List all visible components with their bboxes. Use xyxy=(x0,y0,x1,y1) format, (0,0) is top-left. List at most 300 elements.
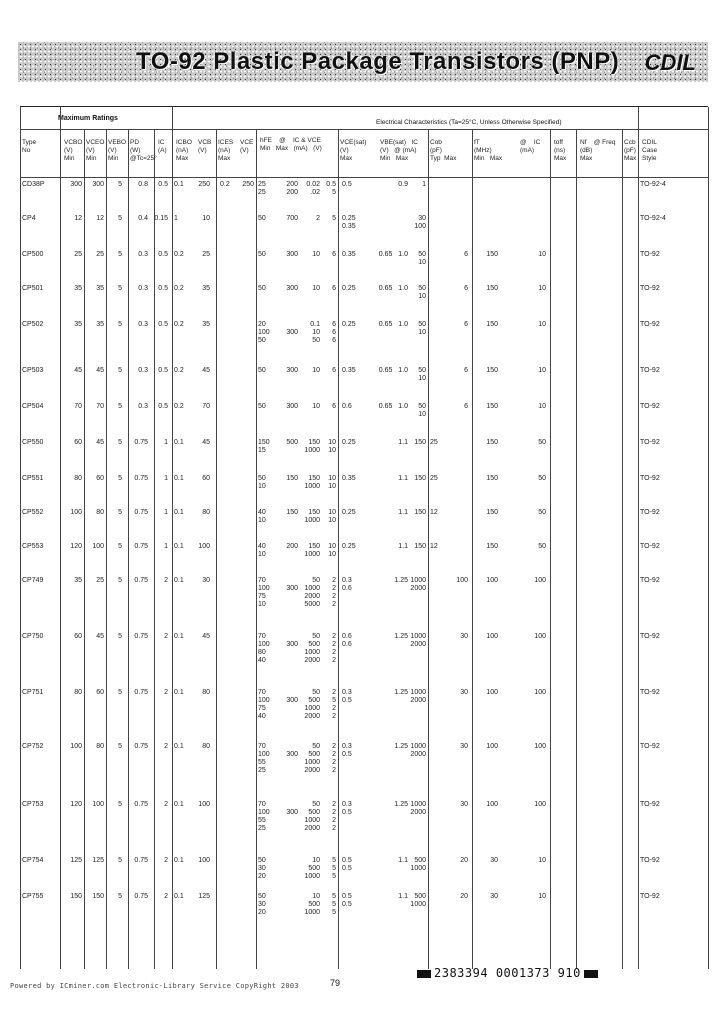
cell-case: TO-92 xyxy=(640,367,660,374)
cell-ic: 0.5 xyxy=(158,251,168,258)
cell-hfe-min: 40 10 xyxy=(258,543,266,558)
cell-vbe-max: 0.9 xyxy=(398,181,408,188)
cell-hfe-max: 300 xyxy=(286,585,298,592)
cell-vcb: 45 xyxy=(202,439,210,446)
cell-vceo: 300 xyxy=(92,181,104,188)
cell-vcesat: 0.35 xyxy=(342,251,356,258)
cell-ft-min: 30 xyxy=(490,857,498,864)
cell-vbe-ic: 1000 2000 xyxy=(410,801,426,816)
cell-ft-min: 150 xyxy=(486,543,498,550)
cell-vebo: 5 xyxy=(118,285,122,292)
cell-hfe-max: 300 xyxy=(286,251,298,258)
cell-ic: 0.5 xyxy=(158,367,168,374)
cell-vcesat: 0.3 0.5 xyxy=(342,689,352,704)
cell-hfe-ic: 10 xyxy=(312,367,320,374)
cell-hfe-min: 50 xyxy=(258,215,266,222)
cell-vebo: 5 xyxy=(118,215,122,222)
cell-vbe-ic: 150 xyxy=(414,439,426,446)
electrical-characteristics-heading: Electrical Characteristics (Ta=25°C, Unless Otherwise Specified) xyxy=(376,119,562,126)
cell-hfe-vce: 5 5 5 xyxy=(332,857,336,880)
cell-hfe-vce: 6 xyxy=(332,367,336,374)
cell-case: TO-92-4 xyxy=(640,181,666,188)
cell-icbo: 1 xyxy=(174,215,178,222)
cell-hfe-ic: 0.1 10 50 xyxy=(310,321,320,344)
cell-vebo: 5 xyxy=(118,633,122,640)
table-row xyxy=(20,633,708,663)
cell-vcb: 100 xyxy=(198,801,210,808)
cell-vebo: 5 xyxy=(118,543,122,550)
cell-icbo: 0.1 xyxy=(174,475,184,482)
cell-vbe-ic: 150 xyxy=(414,509,426,516)
col-type: Type No xyxy=(22,139,37,154)
cell-vcb: 30 xyxy=(202,577,210,584)
cell-vbe-ic: 50 10 xyxy=(418,251,426,266)
cell-hfe-ic: 0.02 .02 xyxy=(306,181,320,196)
cell-pd: 0.75 xyxy=(134,801,148,808)
cell-vbe-ic: 50 10 xyxy=(418,403,426,418)
cell-hfe-vce: 6 xyxy=(332,285,336,292)
col-cob: Cob (pF) Typ Max xyxy=(430,139,457,162)
cell-ic-ma: 100 xyxy=(534,577,546,584)
cell-cob-max: 6 xyxy=(464,251,468,258)
cell-vbe-max: 1.25 xyxy=(394,743,408,750)
cell-type: CP503 xyxy=(22,367,44,374)
cell-case: TO-92 xyxy=(640,689,660,696)
cell-vbe-ic: 50 10 xyxy=(418,285,426,300)
cell-hfe-vce: 10 10 xyxy=(328,439,336,454)
cell-ic-ma: 100 xyxy=(534,743,546,750)
cell-type: CP749 xyxy=(22,577,44,584)
cell-vcb: 35 xyxy=(202,321,210,328)
barcode-part-2: 0001373 xyxy=(495,966,550,980)
cell-vebo: 5 xyxy=(118,509,122,516)
cell-vcb: 45 xyxy=(202,367,210,374)
table-row xyxy=(20,801,708,831)
table-row xyxy=(20,857,708,887)
cell-vbe-ic: 1000 2000 xyxy=(410,633,426,648)
cell-vceo: 150 xyxy=(92,893,104,900)
cell-cob-max: 6 xyxy=(464,321,468,328)
cell-vceo: 100 xyxy=(92,543,104,550)
cell-vcesat: 0.25 xyxy=(342,285,356,292)
cell-vceo: 70 xyxy=(96,403,104,410)
cell-vbe-max: 1.1 xyxy=(398,893,408,900)
cell-case: TO-92 xyxy=(640,475,660,482)
cell-vcbo: 60 xyxy=(74,633,82,640)
cell-hfe-max: 300 xyxy=(286,751,298,758)
cell-type: CP550 xyxy=(22,439,44,446)
cell-vcb: 125 xyxy=(198,893,210,900)
cell-pd: 0.75 xyxy=(134,893,148,900)
cell-pd: 0.3 xyxy=(138,403,148,410)
barcode xyxy=(414,966,601,980)
cell-hfe-ic: 50 1000 2000 5000 xyxy=(304,577,320,608)
cell-ft-min: 30 xyxy=(490,893,498,900)
cell-ic: 0.15 xyxy=(154,215,168,222)
cell-hfe-vce: 6 6 6 xyxy=(332,321,336,344)
cell-pd: 0.3 xyxy=(138,285,148,292)
cell-vcb: 100 xyxy=(198,543,210,550)
cell-vcb: 60 xyxy=(202,475,210,482)
cell-vebo: 5 xyxy=(118,689,122,696)
table-row xyxy=(20,285,708,315)
cell-cob-max: 100 xyxy=(456,577,468,584)
cell-vceo: 100 xyxy=(92,801,104,808)
cell-ic: 2 xyxy=(164,801,168,808)
cell-pd: 0.75 xyxy=(134,633,148,640)
col-vce: VCE (V) xyxy=(240,139,254,154)
cell-type: CP754 xyxy=(22,857,44,864)
cell-pd: 0.75 xyxy=(134,475,148,482)
cell-type: CP551 xyxy=(22,475,44,482)
cell-vceo: 25 xyxy=(96,251,104,258)
cell-hfe-max: 150 xyxy=(286,475,298,482)
cell-hfe-min: 50 xyxy=(258,285,266,292)
cell-hfe-ic: 50 500 1000 2000 xyxy=(304,633,320,664)
cell-vebo: 5 xyxy=(118,801,122,808)
cell-vebo: 5 xyxy=(118,577,122,584)
cell-vcbo: 80 xyxy=(74,475,82,482)
cell-hfe-max: 300 xyxy=(286,697,298,704)
cell-vcesat: 0.5 xyxy=(342,181,352,188)
cell-pd: 0.4 xyxy=(138,215,148,222)
cell-hfe-min: 20 100 50 xyxy=(258,321,270,344)
cell-vcesat: 0.5 0.5 xyxy=(342,857,352,872)
cell-vbe-max: 0.65 1.0 xyxy=(378,403,408,410)
cell-vbe-max: 0.65 1.0 xyxy=(378,321,408,328)
cell-ft-min: 150 xyxy=(486,403,498,410)
cell-case: TO-92 xyxy=(640,577,660,584)
cell-ic-ma: 50 xyxy=(538,543,546,550)
col-vcesat: VCE(sat) (V) Max xyxy=(340,139,367,162)
cell-vebo: 5 xyxy=(118,857,122,864)
table-row xyxy=(20,475,708,505)
cell-case: TO-92 xyxy=(640,403,660,410)
cell-vbe-ic: 1000 2000 xyxy=(410,689,426,704)
cell-hfe-max: 300 xyxy=(286,285,298,292)
cell-hfe-vce: 0.5 5 xyxy=(326,181,336,196)
cell-hfe-min: 40 10 xyxy=(258,509,266,524)
cell-ft-min: 100 xyxy=(486,689,498,696)
cell-pd: 0.3 xyxy=(138,251,148,258)
col-vcbo: VCBO (V) Min xyxy=(64,139,83,162)
cell-ic: 1 xyxy=(164,475,168,482)
cell-vbe-max: 1.1 xyxy=(398,509,408,516)
cell-cob-max: 6 xyxy=(464,285,468,292)
cell-hfe-vce: 10 10 xyxy=(328,475,336,490)
cell-case: TO-92 xyxy=(640,251,660,258)
cell-vcbo: 120 xyxy=(70,543,82,550)
cell-ic-ma: 10 xyxy=(538,403,546,410)
cell-vcbo: 150 xyxy=(70,893,82,900)
cell-vcbo: 35 xyxy=(74,285,82,292)
cell-hfe-min: 50 30 20 xyxy=(258,893,266,916)
cell-cob-max: 30 xyxy=(460,801,468,808)
cell-ic-ma: 10 xyxy=(538,367,546,374)
cell-cob-max: 6 xyxy=(464,403,468,410)
cell-ft-min: 150 xyxy=(486,251,498,258)
cell-ft-min: 150 xyxy=(486,367,498,374)
cell-ic: 0.5 xyxy=(158,403,168,410)
cell-case: TO-92 xyxy=(640,857,660,864)
cell-vcbo: 45 xyxy=(74,367,82,374)
cell-hfe-max: 500 xyxy=(286,439,298,446)
cell-icbo: 0.2 xyxy=(174,321,184,328)
cell-hfe-vce: 2 2 2 2 xyxy=(332,577,336,608)
cell-hfe-max: 300 xyxy=(286,329,298,336)
cell-hfe-min: 70 100 75 10 xyxy=(258,577,270,608)
cell-vbe-max: 1.25 xyxy=(394,689,408,696)
col-toff: toff (ns) Max xyxy=(554,139,567,162)
header-banner xyxy=(18,42,708,82)
cell-hfe-max: 300 xyxy=(286,809,298,816)
cell-pd: 0.75 xyxy=(134,439,148,446)
cell-vceo: 60 xyxy=(96,689,104,696)
cell-case: TO-92 xyxy=(640,321,660,328)
cell-vbe-max: 1.25 xyxy=(394,577,408,584)
cell-vcesat: 0.25 xyxy=(342,321,356,328)
cell-type: CP553 xyxy=(22,543,44,550)
cell-pd: 0.3 xyxy=(138,321,148,328)
cell-vebo: 5 xyxy=(118,367,122,374)
cell-hfe-vce: 6 xyxy=(332,251,336,258)
cell-hfe-min: 50 xyxy=(258,367,266,374)
cell-ic-ma: 100 xyxy=(534,689,546,696)
cell-vcesat: 0.3 0.6 xyxy=(342,577,352,592)
cell-hfe-ic: 10 500 1000 xyxy=(304,893,320,916)
cell-vceo: 12 xyxy=(96,215,104,222)
cell-cob-typ: 12 xyxy=(430,509,438,516)
spec-table xyxy=(20,106,708,969)
col-case: CDIL Case Style xyxy=(642,139,658,162)
table-row xyxy=(20,689,708,719)
cell-vcesat: 0.6 0.6 xyxy=(342,633,352,648)
cell-hfe-max: 700 xyxy=(286,215,298,222)
cell-hfe-min: 70 100 75 40 xyxy=(258,689,270,720)
cell-ft-min: 150 xyxy=(486,285,498,292)
cell-hfe-min: 25 25 xyxy=(258,181,266,196)
cell-vcbo: 60 xyxy=(74,439,82,446)
table-row xyxy=(20,893,708,923)
cell-vcb: 70 xyxy=(202,403,210,410)
cell-icbo: 0.2 xyxy=(174,251,184,258)
cell-vcesat: 0.3 0.5 xyxy=(342,743,352,758)
table-row xyxy=(20,215,708,245)
page-number: 79 xyxy=(330,978,341,988)
col-ices: ICES (nA) Max xyxy=(218,139,234,162)
cell-hfe-min: 70 100 80 40 xyxy=(258,633,270,664)
cell-ic: 0.5 xyxy=(158,285,168,292)
col-ic-ma: @ IC (mA) xyxy=(520,139,541,154)
footer-credit: Powered by ICminer.com Electronic-Library Service CopyRight 2003 xyxy=(10,982,299,990)
cell-type: CP501 xyxy=(22,285,44,292)
cell-ft-min: 150 xyxy=(486,509,498,516)
cell-hfe-vce: 2 2 2 2 xyxy=(332,801,336,832)
cell-vcbo: 120 xyxy=(70,801,82,808)
cell-hfe-vce: 10 10 xyxy=(328,509,336,524)
cell-vbe-ic: 150 xyxy=(414,543,426,550)
cell-vebo: 5 xyxy=(118,439,122,446)
cell-vce: 250 xyxy=(242,181,254,188)
cell-vceo: 80 xyxy=(96,509,104,516)
table-row xyxy=(20,181,708,211)
cell-hfe-min: 50 10 xyxy=(258,475,266,490)
cell-case: TO-92 xyxy=(640,439,660,446)
header-divider xyxy=(20,129,708,130)
cell-vbe-ic: 1 xyxy=(422,181,426,188)
cell-vbe-max: 1.1 xyxy=(398,543,408,550)
cell-ft-min: 100 xyxy=(486,633,498,640)
cell-vcb: 250 xyxy=(198,181,210,188)
cell-vbe-max: 0.65 1.0 xyxy=(378,251,408,258)
cell-icbo: 0.2 xyxy=(174,285,184,292)
table-row xyxy=(20,321,708,351)
cell-vebo: 5 xyxy=(118,475,122,482)
cell-case: TO-92 xyxy=(640,743,660,750)
cell-vebo: 5 xyxy=(118,251,122,258)
cell-hfe-min: 70 100 55 25 xyxy=(258,743,270,774)
cell-ic: 2 xyxy=(164,743,168,750)
cell-ic-ma: 10 xyxy=(538,251,546,258)
cell-hfe-ic: 10 500 1000 xyxy=(304,857,320,880)
cell-ic-ma: 10 xyxy=(538,321,546,328)
cell-ic-ma: 50 xyxy=(538,439,546,446)
cell-cob-max: 20 xyxy=(460,857,468,864)
barcode-part-3: 910 xyxy=(557,966,581,980)
cell-cob-max: 30 xyxy=(460,633,468,640)
cell-vceo: 45 xyxy=(96,633,104,640)
cell-vcbo: 12 xyxy=(74,215,82,222)
cell-type: CP750 xyxy=(22,633,44,640)
cell-hfe-max xyxy=(276,857,298,865)
cell-ic: 1 xyxy=(164,543,168,550)
cell-icbo: 0.1 xyxy=(174,801,184,808)
cell-vceo: 45 xyxy=(96,367,104,374)
cell-type: CP502 xyxy=(22,321,44,328)
cell-icbo: 0.2 xyxy=(174,367,184,374)
cell-type: CD38P xyxy=(22,181,45,188)
cell-pd: 0.75 xyxy=(134,857,148,864)
cell-cob-max: 6 xyxy=(464,367,468,374)
barcode-block-icon xyxy=(584,970,598,978)
cell-cob-typ: 12 xyxy=(430,543,438,550)
cell-vbe-ic: 50 10 xyxy=(418,321,426,336)
cell-vceo: 125 xyxy=(92,857,104,864)
cell-vebo: 5 xyxy=(118,181,122,188)
cell-icbo: 0.2 xyxy=(174,403,184,410)
cell-cob-typ: 25 xyxy=(430,439,438,446)
cell-vbe-max: 1.1 xyxy=(398,857,408,864)
cell-hfe-ic: 10 xyxy=(312,285,320,292)
cell-ic-ma: 50 xyxy=(538,509,546,516)
cell-cob-max: 20 xyxy=(460,893,468,900)
cell-vcb: 45 xyxy=(202,633,210,640)
cell-ft-min: 100 xyxy=(486,577,498,584)
cell-vebo: 5 xyxy=(118,403,122,410)
cell-ic: 0.5 xyxy=(158,181,168,188)
cell-type: CP753 xyxy=(22,801,44,808)
cell-pd: 0.8 xyxy=(138,181,148,188)
cell-ic-ma: 10 xyxy=(538,285,546,292)
cell-ic: 2 xyxy=(164,633,168,640)
cell-vcesat: 0.35 xyxy=(342,475,356,482)
cell-pd: 0.3 xyxy=(138,367,148,374)
cell-vbe-ic: 50 10 xyxy=(418,367,426,382)
cell-ic-ma: 10 xyxy=(538,893,546,900)
cell-pd: 0.75 xyxy=(134,743,148,750)
cell-vcbo: 100 xyxy=(70,509,82,516)
cell-ic: 2 xyxy=(164,577,168,584)
col-icbo: ICBO (nA) Max xyxy=(176,139,192,162)
cell-vcbo: 25 xyxy=(74,251,82,258)
cell-hfe-max: 200 xyxy=(286,543,298,550)
cell-vbe-max: 1.25 xyxy=(394,633,408,640)
cell-hfe-ic: 50 500 1000 2000 xyxy=(304,743,320,774)
cell-cob-typ: 25 xyxy=(430,475,438,482)
max-ratings-heading: Maximum Ratings xyxy=(58,115,118,122)
cell-vcb: 25 xyxy=(202,251,210,258)
cell-hfe-ic: 150 1000 xyxy=(304,509,320,524)
cell-hfe-min: 50 xyxy=(258,251,266,258)
cell-icbo: 0.1 xyxy=(174,543,184,550)
table-row xyxy=(20,251,708,281)
cell-vbe-max: 0.65 1.0 xyxy=(378,367,408,374)
cell-type: CP751 xyxy=(22,689,44,696)
cell-ic: 2 xyxy=(164,893,168,900)
cell-ic: 0.5 xyxy=(158,321,168,328)
cell-type: CP4 xyxy=(22,215,36,222)
cell-hfe-min: 150 15 xyxy=(258,439,270,454)
cell-vbe-ic: 1000 2000 xyxy=(410,577,426,592)
cell-vcesat: 0.25 0.35 xyxy=(342,215,356,230)
cell-hfe-max: 150 xyxy=(286,509,298,516)
cell-ic: 2 xyxy=(164,689,168,696)
col-ic: IC (A) xyxy=(158,139,167,154)
cell-vbe-max: 1.1 xyxy=(398,475,408,482)
cell-vceo: 25 xyxy=(96,577,104,584)
cell-vbe-ic: 150 xyxy=(414,475,426,482)
cell-hfe-ic: 150 1000 xyxy=(304,543,320,558)
cell-ic: 2 xyxy=(164,857,168,864)
cell-pd: 0.75 xyxy=(134,577,148,584)
cell-vceo: 80 xyxy=(96,743,104,750)
cell-hfe-max: 300 xyxy=(286,403,298,410)
cell-vcesat: 0.25 xyxy=(342,543,356,550)
cell-type: CP755 xyxy=(22,893,44,900)
cell-vcbo: 100 xyxy=(70,743,82,750)
cell-vebo: 5 xyxy=(118,743,122,750)
cell-ic-ma: 100 xyxy=(534,633,546,640)
col-nf: Nf @ Freq (dB) Max xyxy=(580,139,616,162)
table-row xyxy=(20,743,708,773)
cell-vcb: 80 xyxy=(202,743,210,750)
cell-hfe-vce: 2 2 2 2 xyxy=(332,743,336,774)
cell-hfe-vce: 10 10 xyxy=(328,543,336,558)
cell-hfe-vce: 5 xyxy=(332,215,336,222)
cell-hfe-min: 50 xyxy=(258,403,266,410)
cell-ft-min: 150 xyxy=(486,439,498,446)
cell-vcbo: 125 xyxy=(70,857,82,864)
cell-vcb: 10 xyxy=(202,215,210,222)
col-pd: PD (W) @Tc=25° xyxy=(130,139,157,162)
cell-hfe-ic: 150 1000 xyxy=(304,439,320,454)
cell-vcesat: 0.25 xyxy=(342,439,356,446)
page-title: TO-92 Plastic Package Transistors (PNP) xyxy=(136,48,620,75)
cell-vbe-ic: 500 1000 xyxy=(410,893,426,908)
cell-cob-max: 30 xyxy=(460,689,468,696)
cell-ft-min: 150 xyxy=(486,321,498,328)
cell-case: TO-92 xyxy=(640,509,660,516)
